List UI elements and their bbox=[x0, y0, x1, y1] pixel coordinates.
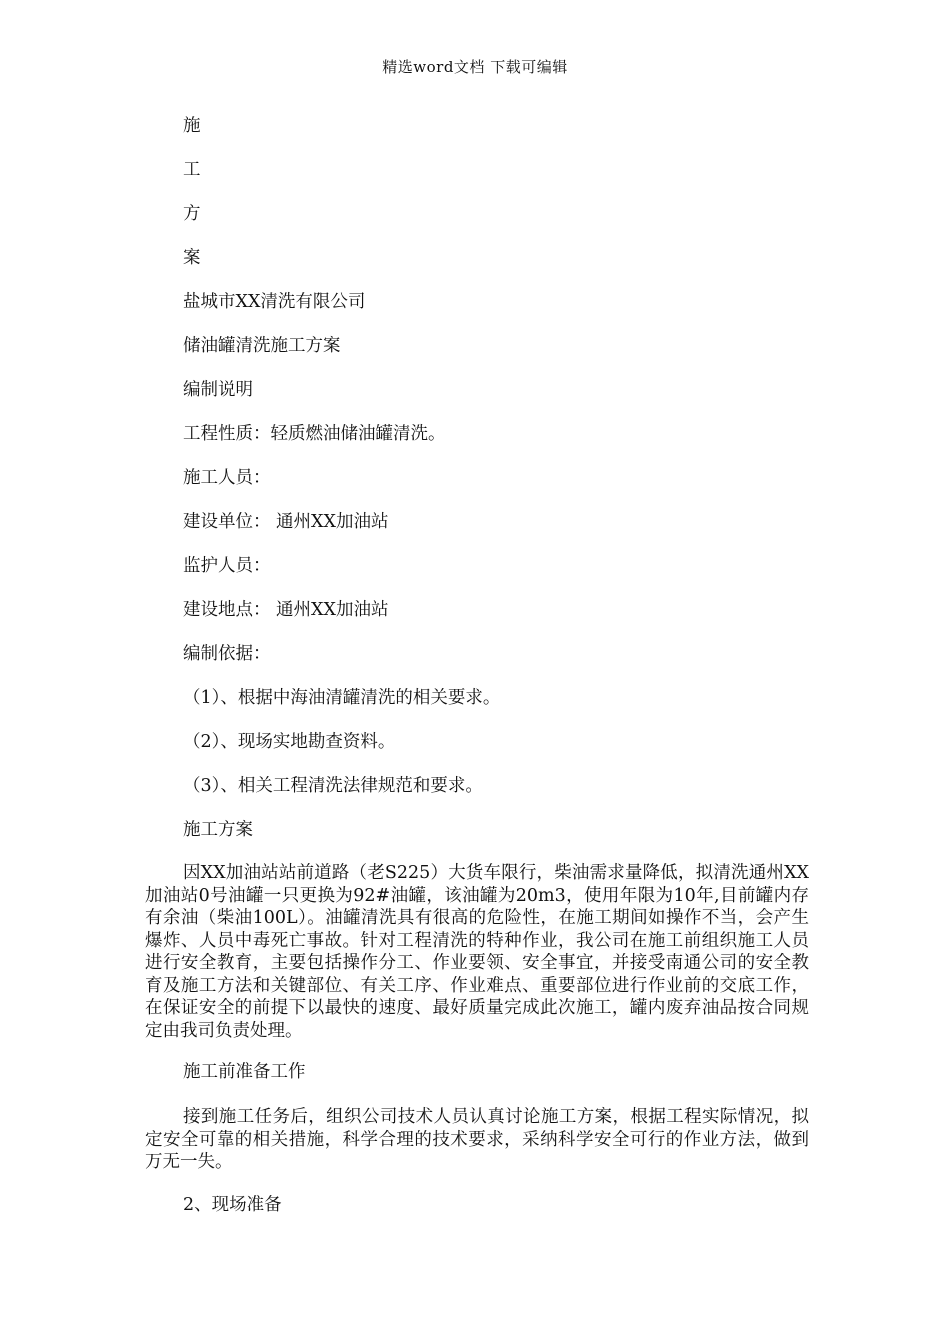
cover-char-4: 案 bbox=[183, 248, 201, 268]
section-heading-explanation: 编制说明 bbox=[183, 380, 253, 400]
company-name: 盐城市XX清洗有限公司 bbox=[183, 292, 366, 312]
section-heading-preparation: 施工前准备工作 bbox=[183, 1062, 306, 1082]
basis-item-3: （3）、相关工程清洗法律规范和要求。 bbox=[183, 776, 483, 796]
page-header: 精选word文档 下载可编辑 bbox=[382, 58, 568, 76]
section-heading-basis: 编制依据： bbox=[183, 644, 271, 664]
plan-paragraph: 因XX加油站站前道路（老S225）大货车限行，柴油需求量降低，拟清洗通州XX加油站0号油罐一只更换为92#油罐，该油罐为20m3，使用年限为10年,目前罐内存有余油（柴油100L）。油罐清洗具有很高的危险性，在施工期间如操作不当，会产生爆炸、人员中毒死亡事故。针对工程清洗的特种作业，我公司在施工前组织施工人员进行安全教育，主要包括操作分工、作业要领、安全事宜，并接受南通公司的安全教育及施工方法和关键部位、有关工序、作业难点、重要部位进行作业前的交底工作，在保证安全的前提下以最快的速度、最好质量完成此次施工，罐内废弃油品按合同规定由我司负责处理。 bbox=[145, 863, 809, 1041]
section-heading-site-prep: 2、现场准备 bbox=[183, 1195, 282, 1215]
basis-item-2: （2）、现场实地勘查资料。 bbox=[183, 732, 396, 752]
section-heading-plan: 施工方案 bbox=[183, 820, 253, 840]
cover-char-3: 方 bbox=[183, 204, 201, 224]
preparation-paragraph: 接到施工任务后，组织公司技术人员认真讨论施工方案，根据工程实际情况，拟定安全可靠的相关措施，科学合理的技术要求，采纳科学安全可行的作业方法，做到万无一失。 bbox=[145, 1107, 809, 1172]
cover-char-2: 工 bbox=[183, 160, 201, 180]
field-construction-unit: 建设单位： 通州XX加油站 bbox=[183, 512, 389, 532]
field-construction-location: 建设地点： 通州XX加油站 bbox=[183, 600, 389, 620]
field-project-nature: 工程性质：轻质燃油储油罐清洗。 bbox=[183, 424, 446, 444]
field-supervisor: 监护人员： bbox=[183, 556, 271, 576]
basis-item-1: （1）、根据中海油清罐清洗的相关要求。 bbox=[183, 688, 501, 708]
cover-char-1: 施 bbox=[183, 116, 201, 136]
document-title: 储油罐清洗施工方案 bbox=[183, 336, 341, 356]
field-construction-staff: 施工人员： bbox=[183, 468, 271, 488]
